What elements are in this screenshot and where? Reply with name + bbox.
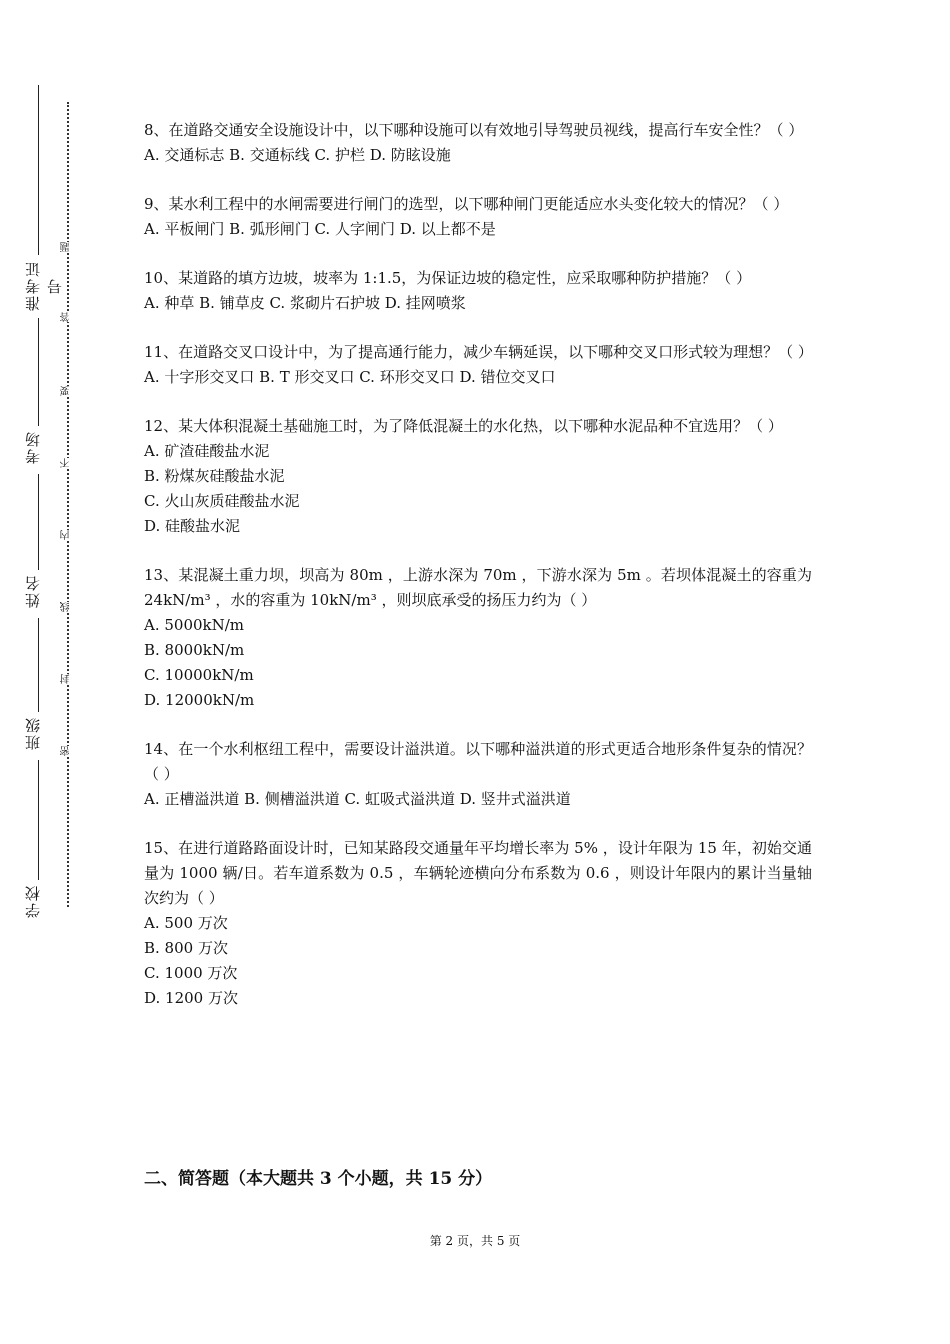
question-stem: 14、在一个水利枢纽工程中，需要设计溢洪道。以下哪种溢洪道的形式更适合地形条件复杂的情况？（ ）	[144, 740, 812, 783]
field-name	[22, 574, 44, 614]
seal-char: 线	[60, 602, 76, 612]
question-13	[144, 563, 812, 713]
question-9	[144, 192, 812, 242]
seal-char: 密	[60, 746, 76, 756]
option-d: D. 12000kN/m	[144, 691, 255, 709]
fill-line	[38, 618, 39, 712]
question-stem: 8、在道路交通安全设施设计中，以下哪种设施可以有效地引导驾驶员视线，提高行车安全性？（ ）	[144, 121, 804, 139]
field-exam-room	[22, 430, 44, 470]
field-class	[22, 716, 44, 756]
field-exam-number	[22, 258, 64, 314]
question-15	[144, 836, 812, 1011]
option-a: A. 矿渣硅酸盐水泥	[144, 442, 270, 460]
option-c: C. 10000kN/m	[144, 666, 254, 684]
question-10	[144, 266, 812, 316]
fill-line	[38, 760, 39, 880]
field-label: 准考证号	[22, 258, 44, 314]
page-footer: 第 2 页，共 5 页	[429, 1234, 521, 1248]
question-11	[144, 340, 812, 390]
fill-line	[38, 318, 39, 426]
question-12	[144, 414, 812, 539]
option-c: C. 1000 万次	[144, 964, 238, 982]
question-options: A. 平板闸门 B. 弧形闸门 C. 人字闸门 D. 以上都不是	[144, 220, 496, 238]
seal-char: 不	[60, 458, 76, 468]
option-c: C. 火山灰质硅酸盐水泥	[144, 492, 300, 510]
question-options: A. 种草 B. 铺草皮 C. 浆砌片石护坡 D. 挂网喷浆	[144, 294, 466, 312]
question-options: A. 交通标志 B. 交通标线 C. 护栏 D. 防眩设施	[144, 146, 451, 164]
seal-char: 封	[60, 674, 76, 684]
option-a: A. 5000kN/m	[144, 616, 245, 634]
question-stem: 11、在道路交叉口设计中，为了提高通行能力，减少车辆延误，以下哪种交叉口形式较为理想？（ ）	[144, 343, 813, 361]
option-b: B. 8000kN/m	[144, 641, 245, 659]
question-14	[144, 737, 812, 812]
fill-line	[38, 85, 39, 255]
binding-margin	[0, 0, 120, 1344]
option-d: D. 1200 万次	[144, 989, 238, 1007]
question-stem: 12、某大体积混凝土基础施工时，为了降低混凝土的水化热，以下哪种水泥品种不宜选用？（ ）	[144, 417, 783, 435]
option-b: B. 800 万次	[144, 939, 228, 957]
seal-char: 要	[60, 386, 76, 396]
question-stem: 10、某道路的填方边坡，坡率为 1:1.5，为保证边坡的稳定性，应采取哪种防护措施？（ ）	[144, 269, 752, 287]
question-8	[144, 118, 812, 168]
question-options: A. 正槽溢洪道 B. 侧槽溢洪道 C. 虹吸式溢洪道 D. 竖井式溢洪道	[144, 790, 571, 808]
field-label: 考场	[24, 430, 42, 464]
seal-dotted-line	[67, 102, 69, 907]
question-stem: 13、某混凝土重力坝，坝高为 80m ，上游水深为 70m ，下游水深为 5m 。若坝体混凝土的容重为 24kN/m³ ，水的容重为 10kN/m³ ，则坝底承受的扬压力约为（ ）	[144, 566, 812, 609]
section-title: 二、简答题（本大题共 3 个小题，共 15 分）	[144, 1169, 493, 1189]
question-stem: 9、某水利工程中的水闸需要进行闸门的选型，以下哪种闸门更能适应水头变化较大的情况？（ ）	[144, 195, 789, 213]
fill-line	[38, 474, 39, 570]
question-options: A. 十字形交叉口 B. T 形交叉口 C. 环形交叉口 D. 错位交叉口	[144, 368, 556, 386]
field-label: 班级	[24, 716, 42, 750]
question-stem: 15、在进行道路路面设计时，已知某路段交通量年平均增长率为 5% ，设计年限为 15 年，初始交通量为 1000 辆/日。若车道系数为 0.5 ，车辆轮迹横向分布系数为 0.6 ，则设计年限内的累计当量轴次约为（ ）	[144, 839, 812, 907]
option-a: A. 500 万次	[144, 914, 228, 932]
field-label: 学校	[24, 884, 42, 918]
seal-char: 答	[60, 312, 76, 322]
field-label: 姓名	[24, 574, 42, 608]
option-d: D. 硅酸盐水泥	[144, 517, 241, 535]
question-list	[144, 118, 812, 1035]
seal-char: 内	[60, 530, 76, 540]
field-school	[22, 884, 44, 924]
seal-char: 题	[60, 242, 76, 252]
option-b: B. 粉煤灰硅酸盐水泥	[144, 467, 285, 485]
